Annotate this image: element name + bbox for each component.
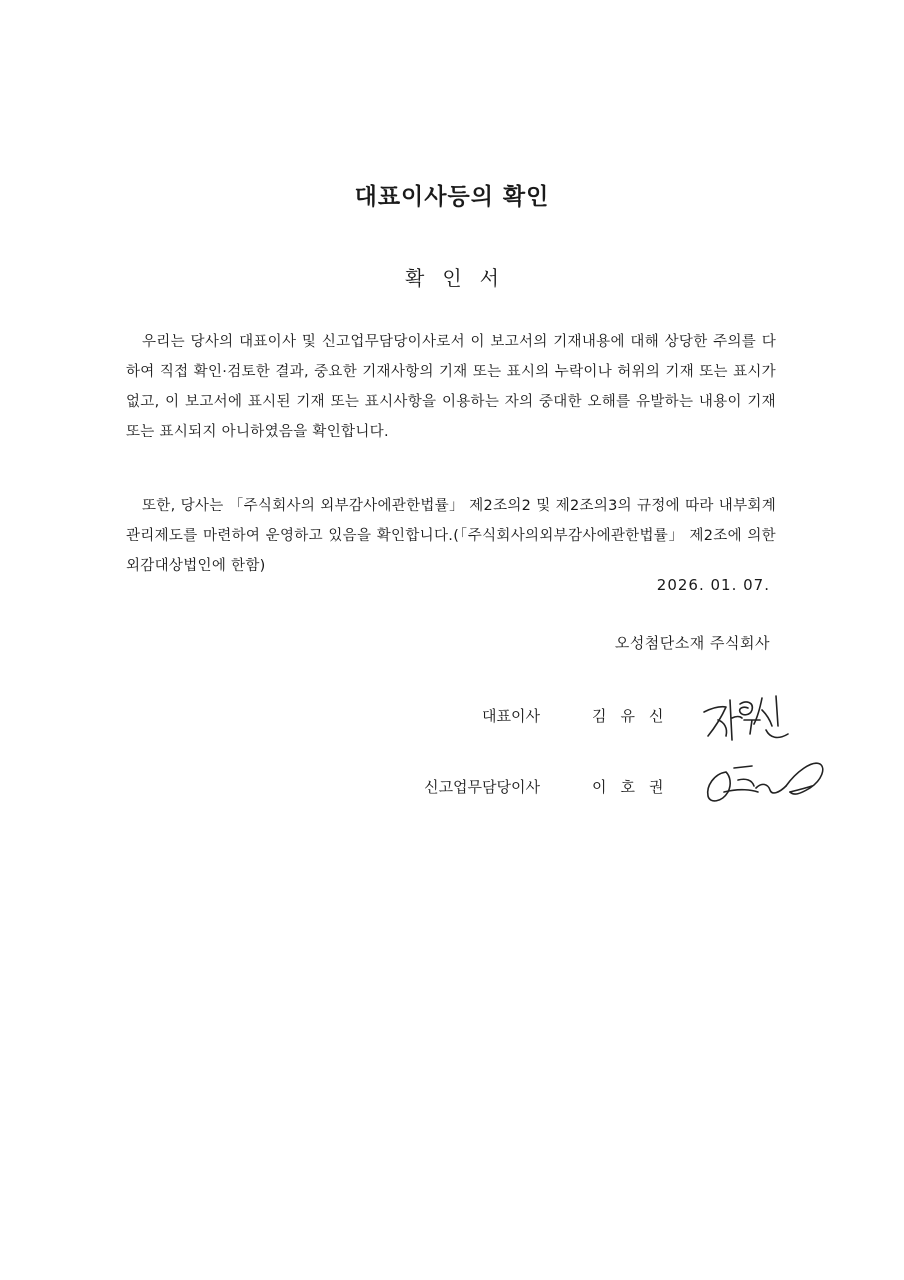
signer-role-ceo: 대표이사 xyxy=(482,707,540,725)
ceo-signature-icon xyxy=(696,690,796,746)
signer-name-disclosure-director: 이호권 xyxy=(592,778,678,796)
document-subtitle: 확인서 xyxy=(405,266,517,290)
document-date: 2026. 01. 07. xyxy=(656,576,770,594)
director-signature-icon xyxy=(700,752,828,810)
confirmation-paragraph xyxy=(126,327,776,447)
company-name: 오성첨단소재 주식회사 xyxy=(614,634,770,652)
internal-control-paragraph xyxy=(126,491,776,581)
document-title: 대표이사등의 확인 xyxy=(354,184,550,210)
internal-control-paragraph-text: 또한, 당사는 「주식회사의 외부감사에관한법률」 제2조의2 및 제2조의3의 규정에 따라 내부회계관리제도를 마련하여 운영하고 있음을 확인합니다.(「주식회사의외부감사에관한법률」 제2조에 의한 외감대상법인에 한함) xyxy=(126,498,776,574)
signer-role-disclosure-director: 신고업무담당이사 xyxy=(424,778,540,796)
signer-name-ceo: 김유신 xyxy=(592,707,678,725)
confirmation-paragraph-text: 우리는 당사의 대표이사 및 신고업무담당이사로서 이 보고서의 기재내용에 대해 상당한 주의를 다하여 직접 확인·검토한 결과, 중요한 기재사항의 기재 또는 표시의 누락이나 허위의 기재 또는 표시가 없고, 이 보고서에 표시된 기재 또는 표시사항을 이용하는 자의 중대한 오해를 유발하는 내용이 기재 또는 표시되지 아니하였음을 확인합니다. xyxy=(126,334,776,440)
